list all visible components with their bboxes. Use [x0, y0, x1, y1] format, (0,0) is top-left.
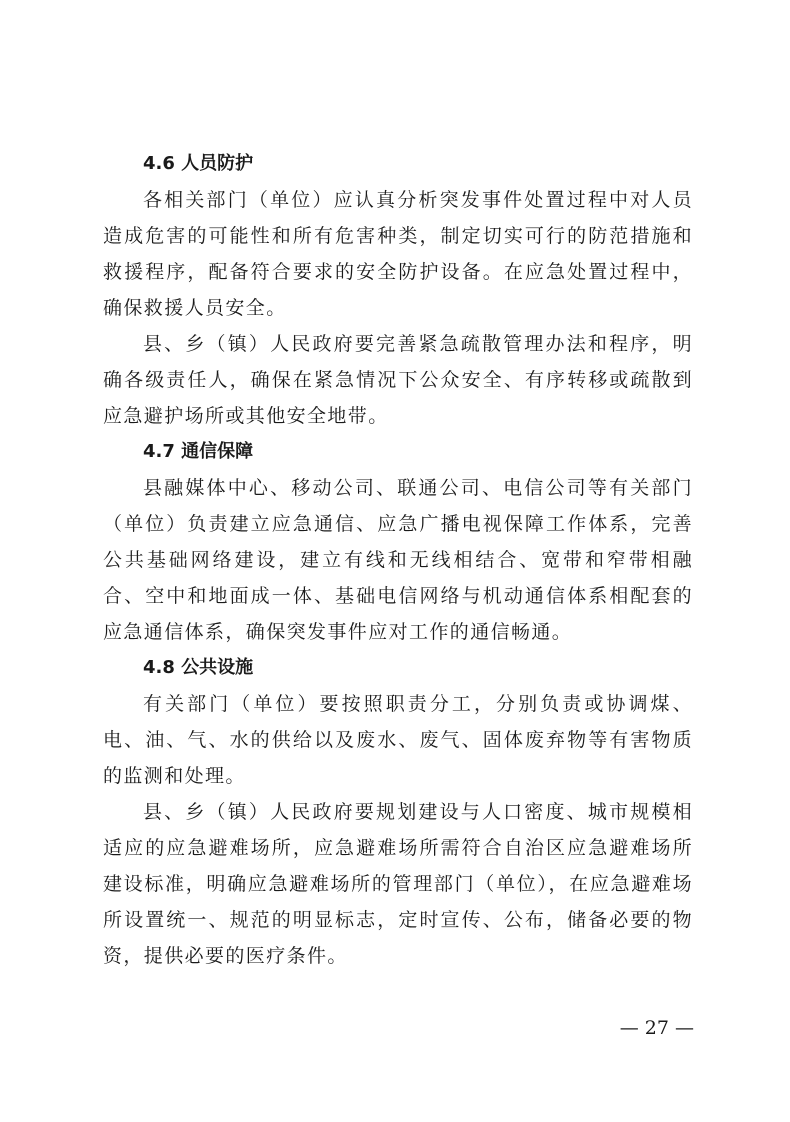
- page-number: — 27 —: [619, 1017, 694, 1039]
- document-body: [103, 146, 693, 974]
- section-heading: 4.8 公共设施: [143, 657, 254, 678]
- section-4-7: [103, 434, 693, 650]
- section-heading: 4.7 通信保障: [143, 441, 254, 462]
- paragraph: 县、乡（镇）人民政府要完善紧急疏散管理办法和程序，明确各级责任人，确保在紧急情况下公众安全、有序转移或疏散到应急避护场所或其他安全地带。: [103, 333, 693, 427]
- paragraph: 各相关部门（单位）应认真分析突发事件处置过程中对人员造成危害的可能性和所有危害种类，制定切实可行的防范措施和救援程序，配备符合要求的安全防护设备。在应急处置过程中，确保救援人员安全。: [103, 189, 693, 319]
- section-4-8: [103, 650, 693, 974]
- paragraph: 县融媒体中心、移动公司、联通公司、电信公司等有关部门（单位）负责建立应急通信、应急广播电视保障工作体系，完善公共基础网络建设，建立有线和无线相结合、宽带和窄带相融合、空中和地面成一体、基础电信网络与机动通信体系相配套的应急通信体系，确保突发事件应对工作的通信畅通。: [103, 477, 693, 643]
- paragraph: 有关部门（单位）要按照职责分工，分别负责或协调煤、电、油、气、水的供给以及废水、废气、固体废弃物等有害物质的监测和处理。: [103, 693, 693, 787]
- paragraph: 县、乡（镇）人民政府要规划建设与人口密度、城市规模相适应的应急避难场所，应急避难场所需符合自治区应急避难场所建设标准，明确应急避难场所的管理部门（单位），在应急避难场所设置统一、规范的明显标志，定时宣传、公布，储备必要的物资，提供必要的医疗条件。: [103, 801, 693, 967]
- section-heading: 4.6 人员防护: [143, 153, 254, 174]
- section-4-6: [103, 146, 693, 434]
